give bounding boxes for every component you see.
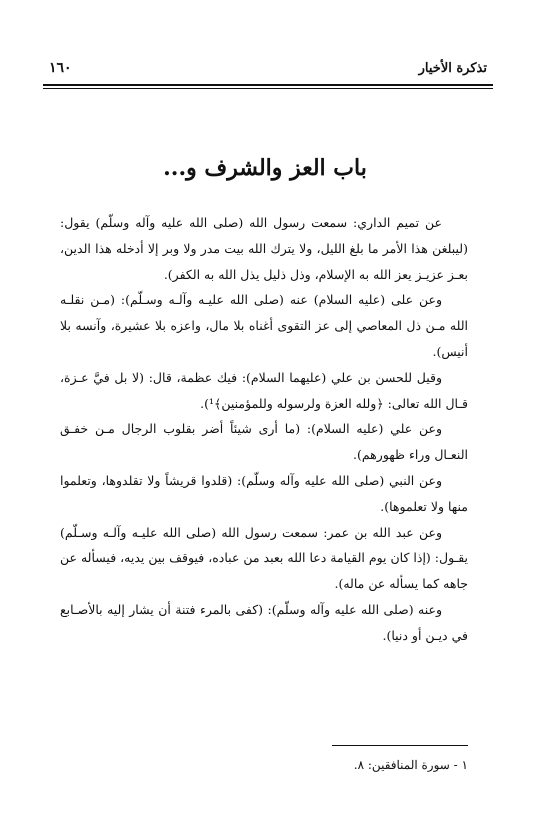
paragraph — [60, 597, 468, 649]
header-rule — [43, 84, 493, 86]
chapter-title: باب العز والشرف و... — [163, 155, 367, 181]
paragraph-text: عن تميم الداري: سمعت رسول الله (صلى الله عليه وآله وسلّم) يقول: (ليبلغن هذا الأمر ما بلغ الليل، ولا يترك الله بيت مدر ولا وبر إلا أدخله هذا الدين، بعـز عزيـز يعز الله به الإسلام، وذل ذليل يذل الله به الكفر). — [60, 215, 468, 282]
paragraph — [60, 287, 468, 364]
body-text — [60, 210, 468, 649]
footnote: ١ - سورة المنافقين: ٨. — [353, 758, 468, 772]
paragraph-text: وقيل للحسن بن علي (عليهما السلام): فيك عظمة، قال: (لا بل فيَّ عـزة، قـال الله تعالى: ﴿ولله العزة ولرسوله وللمؤمنين﴾¹). — [60, 369, 468, 411]
paragraph — [60, 468, 468, 520]
footnote-rule — [332, 745, 468, 746]
paragraph-text: وعن على (عليه السلام) عنه (صلى الله عليـه وآلـه وسـلّم): (مـن نقلـه الله مـن ذل المعاصي إلى عز التقوى أغناه بلا مال، واعزه بلا عشيرة، وآنسه بلا أنيس). — [60, 292, 468, 359]
paragraph-text: وعن علي (عليه السلام): (ما أرى شيئاً أضر بقلوب الرجال مـن خفـق النعـال وراء ظهورهم). — [60, 421, 468, 463]
paragraph — [60, 520, 468, 597]
paragraph-text: وعن النبي (صلى الله عليه وآله وسلّم): (قلدوا قريشاً ولا تقلدوها، وتعلموا منها ولا تعلموها). — [60, 472, 468, 514]
paragraph — [60, 365, 468, 417]
header-rule-thin — [43, 88, 493, 89]
paragraph — [60, 210, 468, 287]
running-title: تذكرة الأخيار — [418, 61, 487, 76]
paragraph — [60, 416, 468, 468]
page-number: ١٦٠ — [49, 60, 72, 76]
paragraph-text: وعن عبد الله بن عمر: سمعت رسول الله (صلى الله عليـه وآلـه وسـلّم) يقـول: (إذا كان يوم القيامة دعا الله بعبد من عباده، فيوقف بين يديه، فيسأله عن جاهه كما يسأله عن ماله). — [60, 524, 468, 592]
page-header — [43, 56, 493, 84]
paragraph-text: وعنه (صلى الله عليه وآله وسلّم): (كفى بالمرء فتنة أن يشار إليه بالأصـابع في ديـن أو دنيا). — [60, 601, 468, 643]
